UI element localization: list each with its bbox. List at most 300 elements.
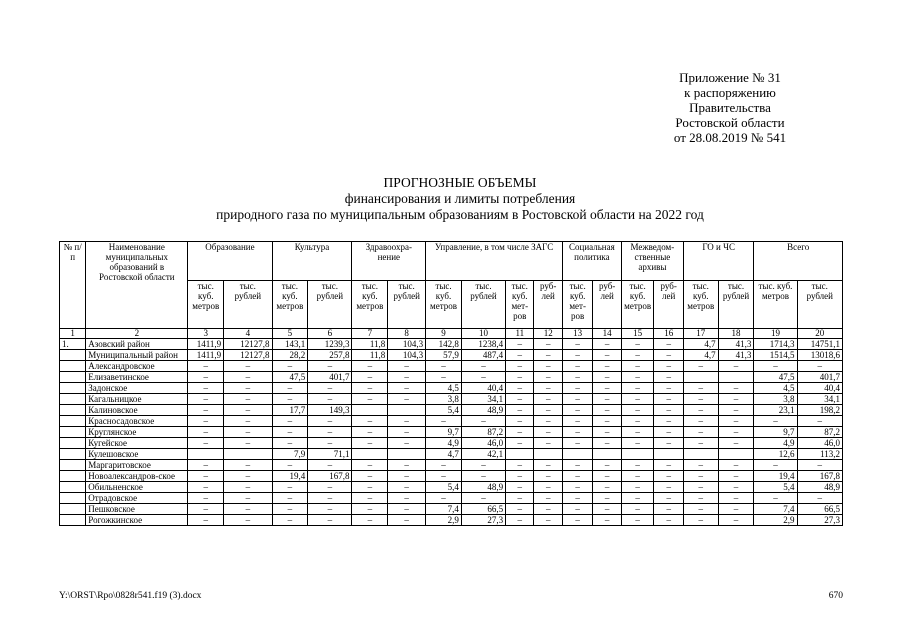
- value-cell: –: [506, 405, 534, 416]
- header-unit: тыс. куб. метров: [352, 281, 388, 329]
- value-cell: –: [506, 460, 534, 471]
- value-cell: –: [388, 493, 426, 504]
- value-cell: –: [388, 394, 426, 405]
- value-cell: –: [562, 405, 593, 416]
- value-cell: –: [308, 394, 352, 405]
- value-cell: –: [534, 383, 562, 394]
- value-cell: –: [188, 504, 224, 515]
- value-cell: 4,7: [683, 339, 718, 350]
- value-cell: –: [388, 504, 426, 515]
- value-cell: –: [506, 427, 534, 438]
- column-number: 18: [718, 329, 754, 339]
- value-cell: 5,4: [426, 405, 462, 416]
- value-cell: –: [388, 416, 426, 427]
- value-cell: –: [593, 482, 621, 493]
- value-cell: –: [683, 493, 718, 504]
- value-cell: –: [621, 438, 654, 449]
- value-cell: –: [352, 438, 388, 449]
- row-number: [60, 482, 86, 493]
- value-cell: –: [308, 460, 352, 471]
- value-cell: –: [654, 361, 683, 372]
- value-cell: –: [654, 493, 683, 504]
- value-cell: [683, 449, 718, 460]
- value-cell: –: [272, 493, 308, 504]
- table-body: [60, 339, 843, 526]
- municipality-name: Кагальницкое: [86, 394, 188, 405]
- table-row: [60, 383, 843, 394]
- header-unit: тыс. куб. метров: [754, 281, 797, 329]
- value-cell: –: [797, 493, 842, 504]
- value-cell: –: [534, 339, 562, 350]
- value-cell: –: [461, 361, 505, 372]
- header-unit: тыс. куб. метров: [683, 281, 718, 329]
- value-cell: –: [683, 383, 718, 394]
- value-cell: 34,1: [797, 394, 842, 405]
- value-cell: –: [224, 482, 272, 493]
- value-cell: 4,7: [683, 350, 718, 361]
- value-cell: –: [506, 372, 534, 383]
- row-number: [60, 416, 86, 427]
- value-cell: 149,3: [308, 405, 352, 416]
- municipality-name: Маргаритовское: [86, 460, 188, 471]
- value-cell: 4,9: [426, 438, 462, 449]
- header-row-column-numbers: [60, 329, 843, 339]
- value-cell: 48,9: [461, 405, 505, 416]
- value-cell: –: [188, 372, 224, 383]
- value-cell: 41,3: [718, 339, 754, 350]
- value-cell: –: [506, 361, 534, 372]
- header-group: ГО и ЧС: [683, 242, 753, 281]
- value-cell: –: [593, 394, 621, 405]
- document-title: [100, 175, 820, 223]
- value-cell: –: [718, 394, 754, 405]
- row-number: [60, 427, 86, 438]
- value-cell: 28,2: [272, 350, 308, 361]
- value-cell: –: [388, 383, 426, 394]
- value-cell: 41,3: [718, 350, 754, 361]
- value-cell: –: [562, 504, 593, 515]
- value-cell: –: [272, 515, 308, 526]
- header-unit: тыс. куб. метров: [426, 281, 462, 329]
- table-row: [60, 361, 843, 372]
- value-cell: –: [188, 482, 224, 493]
- value-cell: 17,7: [272, 405, 308, 416]
- municipality-name: Калиновское: [86, 405, 188, 416]
- value-cell: –: [352, 460, 388, 471]
- municipality-name: Пешковское: [86, 504, 188, 515]
- header-group: Социальная политика: [562, 242, 621, 281]
- value-cell: –: [506, 350, 534, 361]
- value-cell: –: [654, 350, 683, 361]
- value-cell: –: [593, 460, 621, 471]
- value-cell: –: [593, 438, 621, 449]
- value-cell: 7,4: [426, 504, 462, 515]
- value-cell: –: [506, 493, 534, 504]
- value-cell: –: [654, 482, 683, 493]
- value-cell: –: [426, 361, 462, 372]
- value-cell: 48,9: [797, 482, 842, 493]
- value-cell: –: [272, 504, 308, 515]
- value-cell: 40,4: [797, 383, 842, 394]
- municipality-name: Александровское: [86, 361, 188, 372]
- value-cell: –: [224, 515, 272, 526]
- municipality-name: Задонское: [86, 383, 188, 394]
- appendix-line: Приложение № 31: [679, 70, 781, 85]
- gas-limits-table: [59, 241, 843, 526]
- value-cell: [388, 405, 426, 416]
- value-cell: –: [562, 460, 593, 471]
- value-cell: –: [534, 504, 562, 515]
- value-cell: –: [718, 493, 754, 504]
- value-cell: 66,5: [461, 504, 505, 515]
- value-cell: –: [754, 460, 797, 471]
- value-cell: –: [654, 416, 683, 427]
- value-cell: –: [562, 482, 593, 493]
- municipality-name: Кулешовское: [86, 449, 188, 460]
- value-cell: 4,9: [754, 438, 797, 449]
- value-cell: 401,7: [797, 372, 842, 383]
- row-number: [60, 405, 86, 416]
- value-cell: –: [593, 350, 621, 361]
- value-cell: –: [654, 460, 683, 471]
- value-cell: –: [683, 471, 718, 482]
- value-cell: [593, 449, 621, 460]
- value-cell: 47,5: [754, 372, 797, 383]
- appendix-line: от 28.08.2019 № 541: [673, 130, 787, 145]
- value-cell: –: [654, 471, 683, 482]
- appendix-block: [640, 70, 820, 145]
- value-cell: –: [272, 482, 308, 493]
- table-row: [60, 394, 843, 405]
- value-cell: –: [388, 460, 426, 471]
- value-cell: –: [308, 427, 352, 438]
- row-number: [60, 471, 86, 482]
- value-cell: 14751,1: [797, 339, 842, 350]
- appendix-line: к распоряжению: [684, 85, 776, 100]
- municipality-name: Красносадовское: [86, 416, 188, 427]
- value-cell: –: [654, 383, 683, 394]
- value-cell: –: [534, 438, 562, 449]
- value-cell: –: [224, 372, 272, 383]
- table-row: [60, 350, 843, 361]
- value-cell: 104,3: [388, 339, 426, 350]
- table-row: [60, 449, 843, 460]
- municipality-name: Обильненское: [86, 482, 188, 493]
- header-group: Всего: [754, 242, 843, 281]
- value-cell: –: [224, 416, 272, 427]
- column-number: 19: [754, 329, 797, 339]
- header-unit: руб-лей: [593, 281, 621, 329]
- value-cell: –: [534, 482, 562, 493]
- municipality-name: Азовский район: [86, 339, 188, 350]
- table-row: [60, 504, 843, 515]
- value-cell: –: [506, 471, 534, 482]
- value-cell: –: [654, 438, 683, 449]
- title-line-2: финансирования и лимиты потребления: [344, 191, 576, 206]
- municipality-name: Отрадовское: [86, 493, 188, 504]
- value-cell: –: [718, 460, 754, 471]
- value-cell: [718, 449, 754, 460]
- value-cell: –: [562, 350, 593, 361]
- value-cell: –: [683, 504, 718, 515]
- header-unit: тыс. рублей: [461, 281, 505, 329]
- value-cell: –: [562, 515, 593, 526]
- footer-file-path: Y:\ORST\Rpo\0828r541.f19 (3).docx: [59, 591, 202, 601]
- value-cell: –: [388, 361, 426, 372]
- value-cell: –: [461, 372, 505, 383]
- value-cell: –: [224, 471, 272, 482]
- municipality-name: Рогожкинское: [86, 515, 188, 526]
- municipality-name: Кугейское: [86, 438, 188, 449]
- value-cell: 142,8: [426, 339, 462, 350]
- value-cell: 3,8: [426, 394, 462, 405]
- header-row-groups: [60, 242, 843, 281]
- value-cell: –: [224, 361, 272, 372]
- value-cell: –: [272, 383, 308, 394]
- value-cell: [683, 372, 718, 383]
- value-cell: 1411,9: [188, 339, 224, 350]
- column-number: 6: [308, 329, 352, 339]
- value-cell: [654, 449, 683, 460]
- value-cell: –: [621, 427, 654, 438]
- value-cell: –: [562, 394, 593, 405]
- value-cell: –: [683, 460, 718, 471]
- value-cell: 3,8: [754, 394, 797, 405]
- value-cell: –: [621, 350, 654, 361]
- header-num: № п/п: [60, 242, 86, 329]
- value-cell: –: [388, 482, 426, 493]
- municipality-name: Муниципальный район: [86, 350, 188, 361]
- value-cell: –: [352, 383, 388, 394]
- header-unit: руб-лей: [654, 281, 683, 329]
- value-cell: –: [506, 383, 534, 394]
- value-cell: –: [352, 471, 388, 482]
- value-cell: 167,8: [308, 471, 352, 482]
- value-cell: 257,8: [308, 350, 352, 361]
- value-cell: 12,6: [754, 449, 797, 460]
- header-group: Культура: [272, 242, 352, 281]
- value-cell: 9,7: [426, 427, 462, 438]
- value-cell: 9,7: [754, 427, 797, 438]
- value-cell: 34,1: [461, 394, 505, 405]
- value-cell: –: [718, 504, 754, 515]
- value-cell: 4,7: [426, 449, 462, 460]
- value-cell: –: [534, 350, 562, 361]
- value-cell: 198,2: [797, 405, 842, 416]
- value-cell: –: [593, 339, 621, 350]
- value-cell: 12127,8: [224, 350, 272, 361]
- value-cell: –: [352, 482, 388, 493]
- value-cell: –: [461, 471, 505, 482]
- value-cell: –: [426, 460, 462, 471]
- value-cell: 401,7: [308, 372, 352, 383]
- value-cell: –: [352, 427, 388, 438]
- value-cell: –: [388, 471, 426, 482]
- value-cell: –: [506, 394, 534, 405]
- value-cell: 19,4: [754, 471, 797, 482]
- value-cell: –: [272, 438, 308, 449]
- value-cell: 4,5: [426, 383, 462, 394]
- value-cell: –: [388, 427, 426, 438]
- value-cell: –: [621, 394, 654, 405]
- value-cell: [388, 449, 426, 460]
- value-cell: –: [188, 460, 224, 471]
- value-cell: –: [621, 504, 654, 515]
- column-number: 10: [461, 329, 505, 339]
- value-cell: 71,1: [308, 449, 352, 460]
- value-cell: –: [352, 416, 388, 427]
- appendix-line: Правительства: [689, 100, 771, 115]
- value-cell: [224, 449, 272, 460]
- value-cell: –: [308, 504, 352, 515]
- header-unit: тыс. рублей: [224, 281, 272, 329]
- table-row: [60, 471, 843, 482]
- value-cell: [562, 449, 593, 460]
- value-cell: –: [718, 438, 754, 449]
- value-cell: –: [388, 372, 426, 383]
- column-number: 7: [352, 329, 388, 339]
- value-cell: 57,9: [426, 350, 462, 361]
- table-row: [60, 372, 843, 383]
- municipality-name: Новоалександров-ское: [86, 471, 188, 482]
- table-row: [60, 405, 843, 416]
- value-cell: –: [224, 383, 272, 394]
- value-cell: –: [352, 504, 388, 515]
- column-number: 17: [683, 329, 718, 339]
- value-cell: –: [683, 405, 718, 416]
- value-cell: 19,4: [272, 471, 308, 482]
- value-cell: –: [308, 515, 352, 526]
- value-cell: –: [534, 361, 562, 372]
- value-cell: –: [654, 372, 683, 383]
- value-cell: –: [562, 493, 593, 504]
- value-cell: 46,0: [461, 438, 505, 449]
- value-cell: –: [621, 372, 654, 383]
- row-number: [60, 438, 86, 449]
- value-cell: –: [272, 394, 308, 405]
- value-cell: –: [308, 416, 352, 427]
- header-group: Здравоохра-нение: [352, 242, 426, 281]
- value-cell: –: [506, 339, 534, 350]
- value-cell: 12127,8: [224, 339, 272, 350]
- value-cell: 167,8: [797, 471, 842, 482]
- value-cell: –: [562, 416, 593, 427]
- value-cell: –: [754, 493, 797, 504]
- value-cell: –: [683, 416, 718, 427]
- value-cell: –: [718, 515, 754, 526]
- value-cell: –: [593, 515, 621, 526]
- value-cell: –: [272, 427, 308, 438]
- table-row: [60, 416, 843, 427]
- value-cell: –: [562, 383, 593, 394]
- header-unit: тыс. рублей: [308, 281, 352, 329]
- value-cell: –: [534, 493, 562, 504]
- value-cell: –: [308, 361, 352, 372]
- value-cell: –: [621, 471, 654, 482]
- row-number: [60, 361, 86, 372]
- header-unit: тыс. куб. метров: [272, 281, 308, 329]
- value-cell: –: [654, 504, 683, 515]
- value-cell: –: [188, 471, 224, 482]
- value-cell: –: [797, 416, 842, 427]
- value-cell: –: [593, 372, 621, 383]
- value-cell: –: [352, 515, 388, 526]
- column-number: 8: [388, 329, 426, 339]
- value-cell: –: [621, 493, 654, 504]
- column-number: 2: [86, 329, 188, 339]
- value-cell: 27,3: [461, 515, 505, 526]
- value-cell: –: [683, 438, 718, 449]
- row-number: [60, 449, 86, 460]
- value-cell: –: [621, 361, 654, 372]
- value-cell: –: [534, 471, 562, 482]
- value-cell: 487,4: [461, 350, 505, 361]
- value-cell: 1239,3: [308, 339, 352, 350]
- value-cell: –: [562, 438, 593, 449]
- value-cell: –: [683, 394, 718, 405]
- value-cell: –: [621, 383, 654, 394]
- row-number: [60, 394, 86, 405]
- value-cell: –: [506, 504, 534, 515]
- value-cell: –: [534, 372, 562, 383]
- value-cell: 7,4: [754, 504, 797, 515]
- row-number: 1.: [60, 339, 86, 350]
- value-cell: [718, 372, 754, 383]
- value-cell: [352, 405, 388, 416]
- value-cell: –: [562, 427, 593, 438]
- value-cell: –: [506, 438, 534, 449]
- header-unit: руб-лей: [534, 281, 562, 329]
- value-cell: –: [224, 504, 272, 515]
- value-cell: 104,3: [388, 350, 426, 361]
- value-cell: –: [224, 460, 272, 471]
- value-cell: –: [388, 515, 426, 526]
- table-row: [60, 427, 843, 438]
- value-cell: 1514,5: [754, 350, 797, 361]
- value-cell: 4,5: [754, 383, 797, 394]
- value-cell: –: [188, 427, 224, 438]
- value-cell: 27,3: [797, 515, 842, 526]
- header-unit: тыс. куб. мет-ров: [506, 281, 534, 329]
- value-cell: –: [224, 438, 272, 449]
- row-number: [60, 350, 86, 361]
- value-cell: –: [654, 515, 683, 526]
- value-cell: –: [534, 405, 562, 416]
- table-row: [60, 515, 843, 526]
- value-cell: –: [593, 427, 621, 438]
- value-cell: –: [718, 361, 754, 372]
- value-cell: 23,1: [754, 405, 797, 416]
- value-cell: –: [797, 361, 842, 372]
- header-unit: тыс. куб. метров: [188, 281, 224, 329]
- title-line-1: ПРОГНОЗНЫЕ ОБЪЕМЫ: [383, 175, 537, 190]
- value-cell: 47,5: [272, 372, 308, 383]
- value-cell: –: [754, 361, 797, 372]
- value-cell: –: [593, 493, 621, 504]
- value-cell: –: [534, 394, 562, 405]
- value-cell: 11,8: [352, 350, 388, 361]
- value-cell: –: [426, 416, 462, 427]
- header-unit: тыс. рублей: [797, 281, 842, 329]
- value-cell: –: [224, 405, 272, 416]
- column-number: 20: [797, 329, 842, 339]
- value-cell: –: [718, 427, 754, 438]
- column-number: 5: [272, 329, 308, 339]
- value-cell: –: [621, 482, 654, 493]
- value-cell: –: [562, 471, 593, 482]
- row-number: [60, 515, 86, 526]
- column-number: 11: [506, 329, 534, 339]
